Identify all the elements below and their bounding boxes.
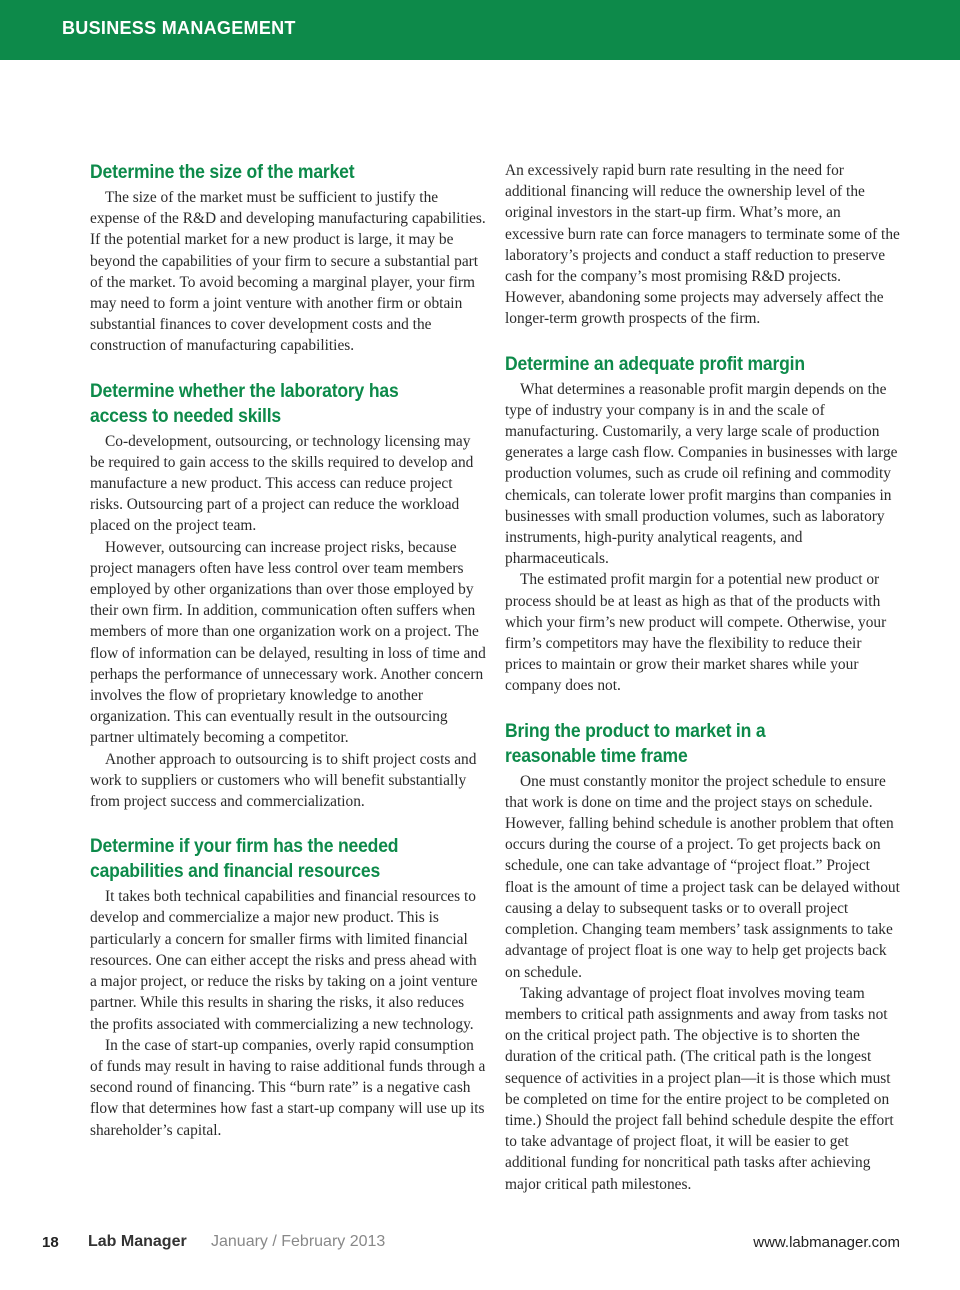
section-label: BUSINESS MANAGEMENT <box>62 18 296 38</box>
body-paragraph: In the case of start-up companies, overly rapid consumption of funds may result in having to raise additional funds through a second round of financing. This “burn rate” is a negative cash flow that determines how fast a start-up company will use up its shareholder’s capital. <box>90 1036 486 1139</box>
website-link[interactable]: www.labmanager.com <box>753 1234 900 1251</box>
body-paragraph: An excessively rapid burn rate resulting in the need for additional financing will reduce the ownership level of the original investors in the start-up firm. What’s more, an excessive burn rate can force managers to terminate some of the laboratory’s projects and conduct a staff reduction to preserve cash for the company’s most promising R&D projects. However, abandoning some projects may adversely affect the longer-term growth prospects of the firm. <box>505 162 900 328</box>
section-header-bar <box>0 0 960 60</box>
body-paragraph: Another approach to outsourcing is to shift project costs and work to suppliers or customers who will benefit substantially from project success and commercialization. <box>90 750 477 811</box>
section-heading: Bring the product to market in a reasonable time frame <box>505 719 766 767</box>
body-paragraph: One must constantly monitor the project schedule to ensure that work is done on time and the project stays on schedule. However, falling behind schedule is another problem that often occurs during the course of a project. To get projects back on schedule, one can take advantage of “project float.” Project float is the amount of time a project task can be delayed without causing a delay to subsequent tasks or to overall project completion. Changing team members’ task assignments to take advantage of project float is one way to help get projects back on schedule. <box>505 772 900 981</box>
body-paragraph: However, outsourcing can increase project risks, because project managers often have less control over team members employed by other organizations than over those employed by their own firm. In addition, communication often suffers when members of more than one organization work on a project. The flow of information can be delayed, resulting in loss of time and perhaps the performance of unnecessary work. Another concern involves the flow of proprietary knowledge to another organization. This can eventually result in the outsourcing partner ultimately becoming a competitor. <box>90 538 486 747</box>
body-paragraph: It takes both technical capabilities and financial resources to develop and commercialize a major new product. This is particularly a concern for smaller firms with limited financial resources. One can either accept the risks and press ahead with a major project, or reduce the risks by taking on a joint venture partner. While this results in sharing the risks, it also reduces the profits associated with commercializing a new technology. <box>90 888 478 1033</box>
issue-date: January / February 2013 <box>211 1233 386 1250</box>
left-column <box>90 160 486 1141</box>
body-paragraph: The size of the market must be sufficient to justify the expense of the R&D and developing manufacturing capabilities. If the potential market for a new product is large, it may be beyond the capabilities of your firm to secure a substantial part of the market. To avoid becoming a marginal player, your firm may need to form a joint venture with another firm or obtain substantial finances to cover development costs and the construction of manufacturing capabilities. <box>90 189 486 355</box>
body-paragraph: What determines a reasonable profit margin depends on the type of industry your company is in and the scale of manufacturing. Customarily, a very large scale of production generates a large cash flow. Companies in businesses with large production volumes, such as crude oil refining and commodity chemicals, can tolerate lower profit margins than companies in businesses with small production volumes, such as laboratory instruments, high-purity analytical reagents, and pharmaceuticals. <box>505 380 898 568</box>
section-heading: Determine whether the laboratory has access to needed skills <box>90 379 399 427</box>
body-paragraph: Taking advantage of project float involves moving team members to critical path assignments and away from tasks not on the critical project path. The objective is to shorten the duration of the critical path. (The critical path is the longest sequence of activities in a project plan—it is those which must be completed on time for the entire project to be completed on time.) Should the project fall behind schedule despite the effort to take advantage of project float, it will be easier to get additional funding for noncritical path tasks after achieving major critical path milestones. <box>505 984 894 1193</box>
page-footer <box>0 1228 960 1258</box>
section-heading: Determine if your firm has the needed capabilities and financial resources <box>90 835 399 883</box>
body-paragraph: The estimated profit margin for a potential new product or process should be at least as high as that of the products with which your firm’s new product will compete. Otherwise, your firm’s competitors may have the flexibility to reduce their prices to maintain or grow their market shares while your company does not. <box>505 571 887 695</box>
body-paragraph: Co-development, outsourcing, or technology licensing may be required to gain access to the skills required to develop and manufacture a new product. This access can reduce project risks. Outsourcing part of a project can reduce the workload placed on the project team. <box>90 432 474 535</box>
page-number: 18 <box>42 1234 59 1251</box>
section-heading: Determine the size of the market <box>90 161 355 183</box>
right-column <box>505 160 900 1195</box>
section-heading: Determine an adequate profit margin <box>505 352 805 375</box>
magazine-name: Lab Manager <box>88 1233 187 1250</box>
